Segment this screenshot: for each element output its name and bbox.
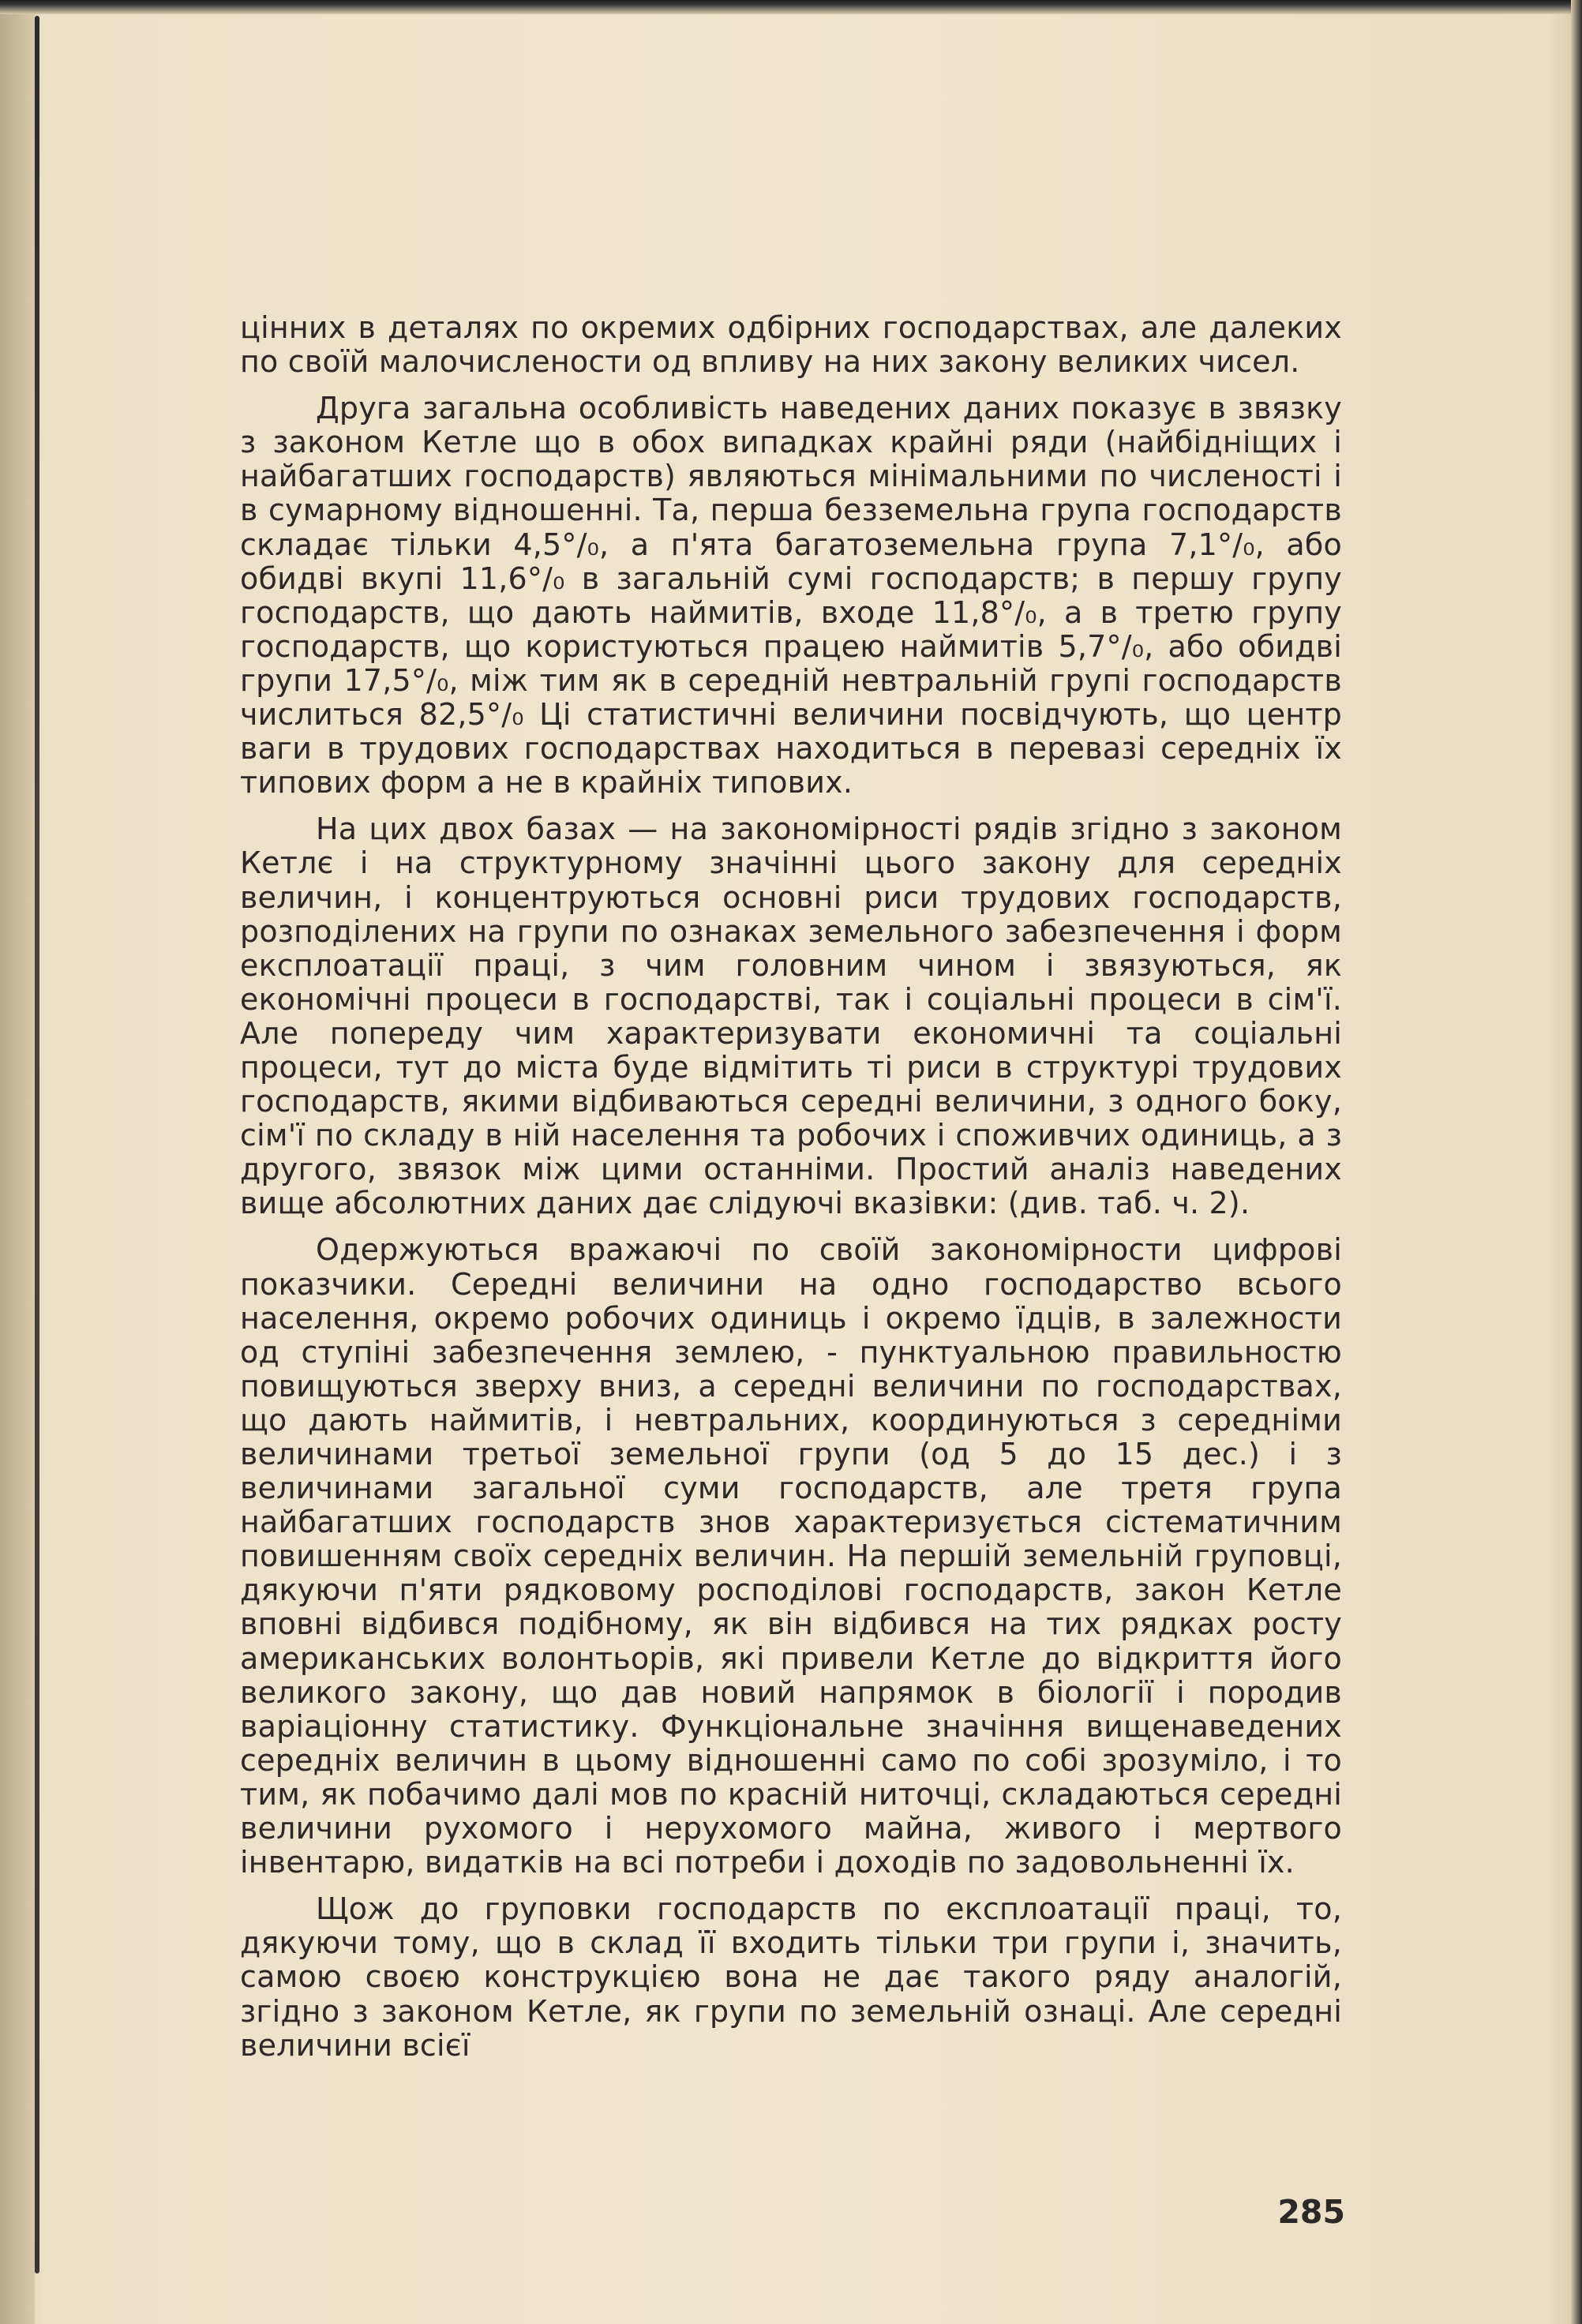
page-top-edge <box>0 0 1582 14</box>
binding-shadow <box>0 0 35 2324</box>
paragraph-2: Друга загальна особливість наведених даних показує в звязку з законом Кетле що в обох випадках крайні ряди (найбідніщих і найбагатших господарств) являються мінімальними по численості і в сумарному відношенні. Та, перша безземельна група господарств складає тільки 4,5°/₀, а п'ята багатоземельна група 7,1°/₀, або обидві вкупі 11,6°/₀ в загальній сумі господарств; в першу групу господарств, що дають наймитів, входе 11,8°/₀, а в третю групу господарств, що користуються працею наймитів 5,7°/₀, або обидві групи 17,5°/₀, між тим як в середній невтральній групі господарств числиться 82,5°/₀ Ці статистичні величини посвідчують, що центр ваги в трудових господарствах находиться в перевазі середніх їх типових форм а не в крайніх типових. <box>240 391 1342 800</box>
page-right-edge <box>1571 0 1582 2324</box>
body-text <box>240 311 1342 2075</box>
paragraph-3: На цих двох базах — на закономірності рядів згідно з законом Кетлє і на структурному значінні цього закону для середніх величин, і концентруються основні риси трудових господарств, розподілених на групи по ознаках земельного забезпечення і форм експлоатації праці, з чим головним чином і звязуються, як економічні процеси в господарстві, так і соціальні процеси в сім'ї. Але попереду чим характеризувати економичні та соціальні процеси, тут до міста буде відмітить ті риси в структурі трудових господарств, якими відбиваються середні величини, з одного боку, сім'ї по складу в ній населення та робочих і споживчих одиниць, а з другого, звязок між цими останніми. Простий аналіз наведених вище абсолютних даних дає слідуючі вказівки: (див. таб. ч. 2). <box>240 812 1342 1221</box>
binding-line <box>35 16 39 2273</box>
paragraph-4: Одержуються вражаючі по своїй закономірности цифрові показчики. Середні величини на одно господарство всього населення, окремо робочих одиниць і окремо їдців, в залежности од ступіні забезпечення землею, - пунктуальною правильностю повищуються зверху вниз, а середні величини по господарствах, що дають наймитів, і невтральних, координуються з середніми величинами третьої земельної групи (од 5 до 15 дес.) і з величинами загальної суми господарств, але третя група найбагатших господарств знов характеризується сістематичним повишенням своїх середніх величин. На першій земельній груповці, дякуючи п'яти рядковому росподілові господарств, закон Кетле вповні відбився подібному, як він відбився на тих рядках росту американських волонтьорів, які привели Кетле до відкриття його великого закону, що дав новий напрямок в біології і породив варіаціонну статистику. Функціональне значіння вищенаведених середніх величин в цьому відношенні само по собі зрозуміло, і то тим, як побачимо далі мов по красній ниточці, складаються середні величини рухомого і нерухомого майна, живого і мертвого інвентарю, видатків на всі потреби і доходів по задовольненні їх. <box>240 1232 1342 1880</box>
paragraph-5: Щож до груповки господарств по експлоатації праці, то, дякуючи тому, що в склад її входить тільки три групи і, значить, самою своєю конструкцією вона не дає такого ряду аналогій, згідно з законом Кетле, як групи по земельній ознаці. Але середні величини всієї <box>240 1891 1342 2063</box>
paragraph-1: цінних в деталях по окремих одбірних господарствах, але далеких по своїй малочислености од впливу на них закону великих чисел. <box>240 310 1342 380</box>
page-number: 285 <box>1277 2193 1345 2231</box>
